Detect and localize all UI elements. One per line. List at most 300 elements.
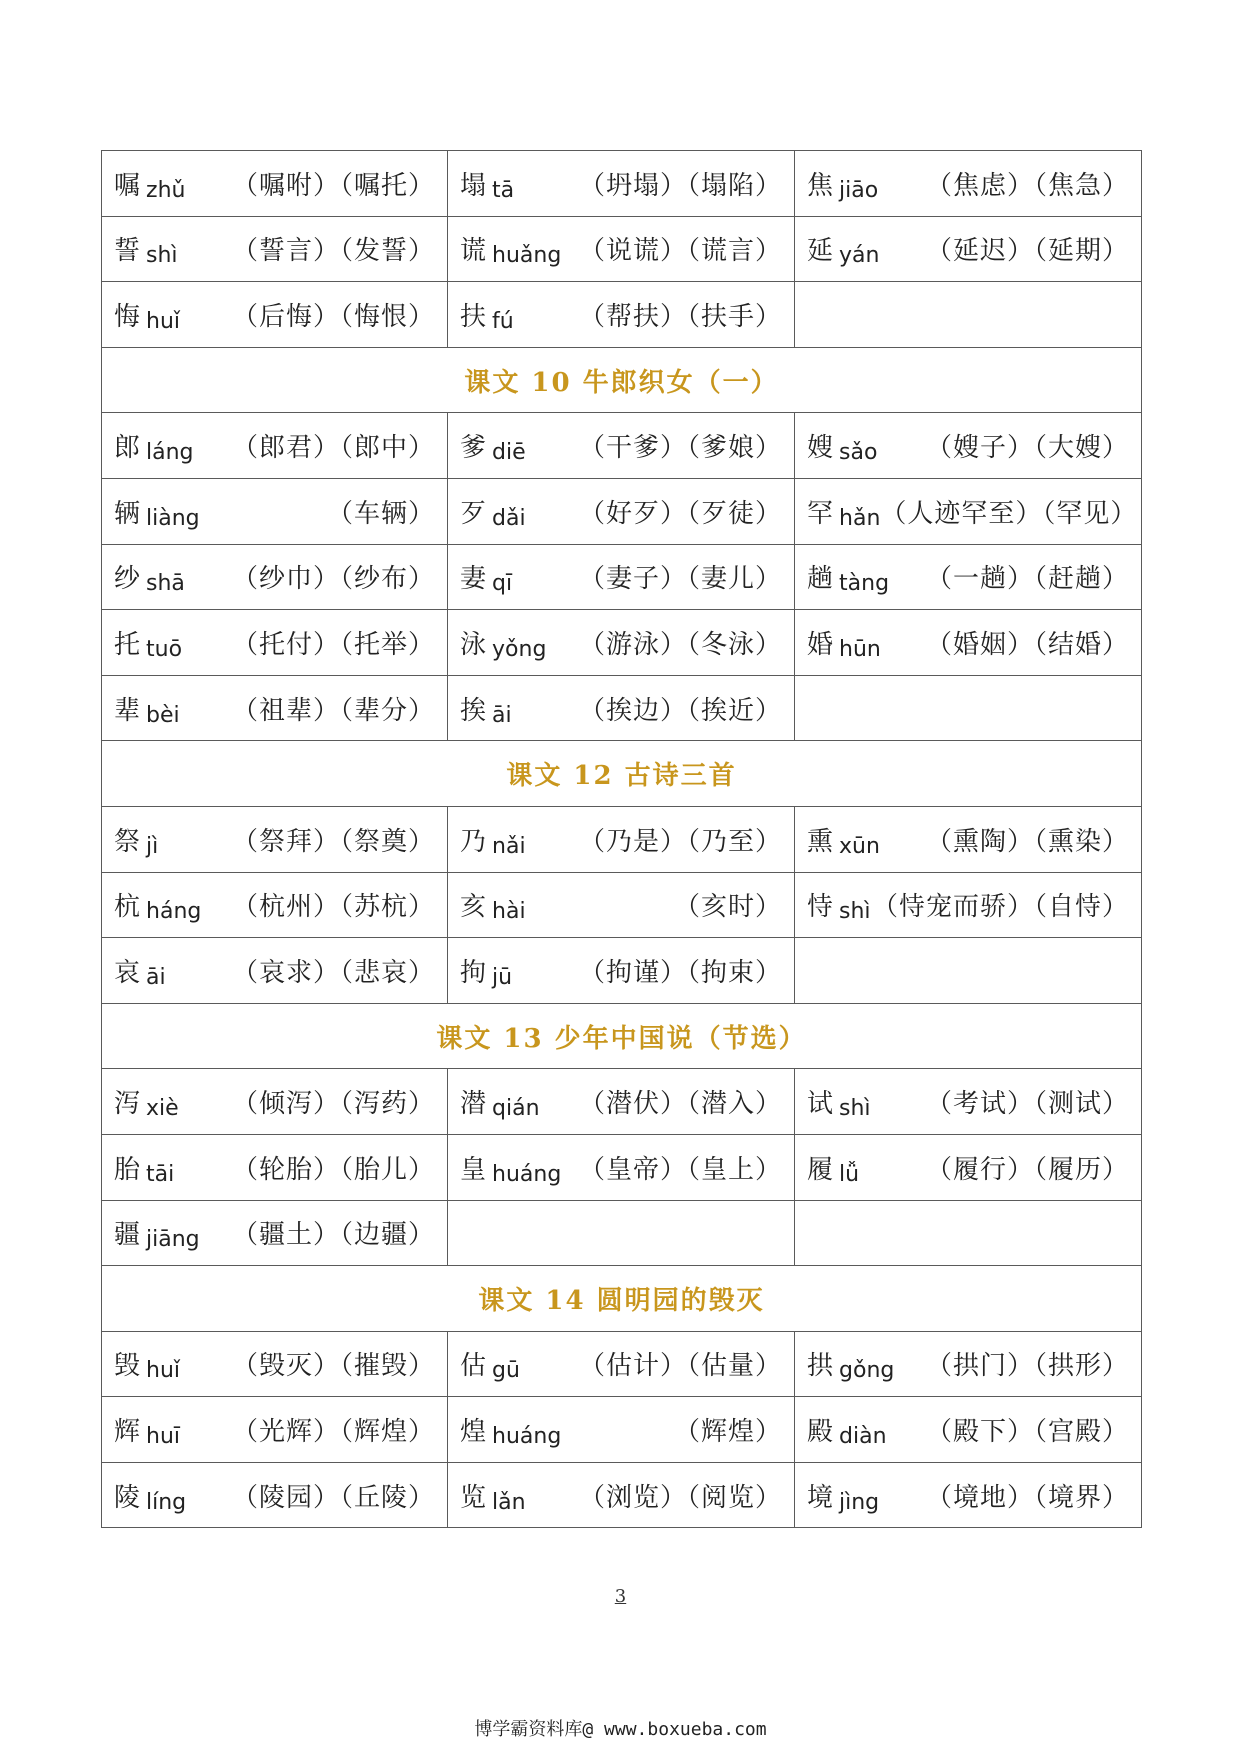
vocab-cell [795, 1397, 1142, 1463]
character: 挨 [460, 695, 487, 726]
character-with-pinyin [114, 1214, 200, 1251]
character: 览 [460, 1482, 487, 1513]
character-with-pinyin [460, 886, 526, 923]
example-words: （光辉）（辉煌） [231, 1417, 435, 1448]
example-words: （潜伏）（潜入） [578, 1089, 782, 1120]
pinyin: xūn [839, 833, 880, 859]
character: 拱 [807, 1351, 834, 1382]
vocab-cell [102, 1331, 448, 1397]
vocab-entry [114, 1411, 435, 1448]
pinyin: tā [492, 177, 515, 203]
character-with-pinyin [114, 558, 185, 595]
vocab-cell [102, 413, 448, 479]
pinyin: qián [492, 1096, 540, 1122]
pinyin: shì [146, 243, 178, 269]
character-with-pinyin [460, 558, 512, 595]
example-words: （说谎）（谎言） [578, 236, 782, 267]
example-words: （杭州）（苏杭） [231, 892, 435, 923]
example-words: （一趟）（赶趟） [925, 564, 1129, 595]
character: 辆 [114, 498, 141, 529]
vocab-entry [460, 493, 782, 530]
vocab-entry [460, 1083, 782, 1120]
example-words: （估计）（估量） [578, 1351, 782, 1382]
character-with-pinyin [807, 1149, 859, 1186]
table-row [102, 478, 1142, 544]
character: 试 [807, 1089, 834, 1120]
character: 悔 [114, 301, 141, 332]
vocab-cell [448, 938, 795, 1004]
empty-cell [795, 938, 1142, 1004]
vocab-entry [460, 821, 782, 858]
example-words: （祖辈）（辈分） [231, 695, 435, 726]
vocab-cell [102, 478, 448, 544]
vocab-entry [807, 1477, 1129, 1514]
pinyin: āi [146, 964, 166, 990]
table-row [102, 1331, 1142, 1397]
lesson-heading: 课文 13 少年中国说（节选） [102, 1003, 1142, 1069]
character: 毁 [114, 1351, 141, 1382]
vocab-cell [102, 806, 448, 872]
vocab-cell [448, 1397, 795, 1463]
vocab-entry [114, 821, 435, 858]
character: 陵 [114, 1482, 141, 1513]
character-with-pinyin [114, 1083, 179, 1120]
pinyin: bèi [146, 702, 180, 728]
character-with-pinyin [807, 624, 881, 661]
vocab-cell [795, 1331, 1142, 1397]
pinyin: líng [146, 1489, 187, 1515]
vocab-entry [807, 230, 1129, 267]
vocab-entry [807, 1083, 1129, 1120]
vocab-cell [102, 151, 448, 217]
character: 熏 [807, 826, 834, 857]
pinyin: liàng [146, 505, 200, 531]
pinyin: sǎo [839, 440, 878, 466]
example-words: （婚姻）（结婚） [925, 629, 1129, 660]
vocab-cell [448, 1134, 795, 1200]
character-with-pinyin [114, 1345, 180, 1382]
character-with-pinyin [460, 952, 512, 989]
character-with-pinyin [460, 1411, 561, 1448]
character-with-pinyin [460, 1149, 561, 1186]
character: 嘱 [114, 170, 141, 201]
table-row [102, 675, 1142, 741]
example-words: （殿下）（宫殿） [925, 1417, 1129, 1448]
example-words: （誓言）（发誓） [231, 236, 435, 267]
vocab-cell [795, 806, 1142, 872]
pinyin: hài [492, 899, 526, 925]
vocab-cell [795, 872, 1142, 938]
vocab-cell [448, 413, 795, 479]
empty-cell [795, 675, 1142, 741]
vocab-entry [807, 558, 1129, 595]
table-row [102, 610, 1142, 676]
vocab-cell [795, 610, 1142, 676]
character: 潜 [460, 1089, 487, 1120]
vocab-cell [795, 413, 1142, 479]
vocab-cell [448, 544, 795, 610]
vocab-cell [102, 1462, 448, 1528]
vocab-cell [102, 610, 448, 676]
vocab-cell [795, 1462, 1142, 1528]
pinyin: tàng [839, 571, 890, 597]
lesson-heading: 课文 14 圆明园的毁灭 [102, 1266, 1142, 1332]
pinyin: lǚ [839, 1161, 860, 1187]
example-words: （拱门）（拱形） [925, 1351, 1129, 1382]
example-words: （帮扶）（扶手） [578, 301, 782, 332]
vocab-cell [795, 478, 1142, 544]
vocab-cell [448, 806, 795, 872]
table-row [102, 1200, 1142, 1266]
vocab-entry [114, 1083, 435, 1120]
vocab-entry [460, 230, 782, 267]
character-with-pinyin [114, 886, 201, 923]
example-words: （熏陶）（熏染） [925, 826, 1129, 857]
pinyin: yǒng [492, 636, 547, 662]
vocab-entry [807, 886, 1129, 923]
pinyin: huī [146, 1424, 181, 1450]
character: 纱 [114, 564, 141, 595]
pinyin: xiè [146, 1096, 179, 1122]
vocab-cell [102, 216, 448, 282]
pinyin: āi [492, 702, 512, 728]
table-row [102, 413, 1142, 479]
vocab-cell [795, 544, 1142, 610]
character-with-pinyin [460, 1083, 540, 1120]
example-words: （辉煌） [673, 1417, 782, 1448]
character-with-pinyin [460, 427, 526, 464]
character-with-pinyin [114, 821, 158, 858]
vocab-cell [448, 478, 795, 544]
pinyin: jiāng [146, 1227, 200, 1253]
example-words: （祭拜）（祭奠） [231, 826, 435, 857]
vocab-entry [114, 493, 435, 530]
example-words: （履行）（履历） [925, 1154, 1129, 1185]
character: 爹 [460, 433, 487, 464]
vocab-entry [460, 1411, 782, 1448]
example-words: （境地）（境界） [925, 1482, 1129, 1513]
character-with-pinyin [807, 165, 878, 202]
character-with-pinyin [807, 821, 880, 858]
character: 焦 [807, 170, 834, 201]
example-words: （恃宠而骄）（自恃） [871, 892, 1129, 923]
example-words: （延迟）（延期） [925, 236, 1129, 267]
vocab-cell [448, 282, 795, 348]
table-row [102, 1134, 1142, 1200]
table-row [102, 151, 1142, 217]
example-words: （郎君）（郎中） [231, 433, 435, 464]
character-with-pinyin [460, 1477, 526, 1514]
vocab-entry [807, 493, 1138, 531]
lesson-heading-row [102, 1266, 1142, 1332]
pinyin: shì [839, 1096, 871, 1122]
character-with-pinyin [114, 493, 200, 530]
character: 扶 [460, 301, 487, 332]
pinyin: tāi [146, 1161, 175, 1187]
vocab-entry [460, 1345, 782, 1382]
vocab-entry [114, 624, 435, 661]
character: 妻 [460, 564, 487, 595]
example-words: （亥时） [673, 892, 782, 923]
table-row [102, 806, 1142, 872]
vocab-entry [807, 821, 1129, 858]
vocab-entry [114, 1214, 435, 1251]
example-words: （好歹）（歹徒） [578, 498, 782, 529]
vocab-cell [795, 1069, 1142, 1135]
example-words: （考试）（测试） [925, 1089, 1129, 1120]
character-with-pinyin [114, 952, 166, 989]
pinyin: láng [146, 440, 194, 466]
character-with-pinyin [114, 296, 180, 333]
character: 杭 [114, 892, 141, 923]
character: 乃 [460, 826, 487, 857]
vocab-cell [102, 1397, 448, 1463]
pinyin: nǎi [492, 833, 526, 859]
character: 嫂 [807, 433, 834, 464]
vocab-entry [460, 952, 782, 989]
character-with-pinyin [807, 1477, 879, 1514]
table-row [102, 1462, 1142, 1528]
character-with-pinyin [460, 296, 514, 333]
pinyin: diē [492, 440, 526, 466]
example-words: （托付）（托举） [231, 629, 435, 660]
example-words: （嘱咐）（嘱托） [231, 170, 435, 201]
vocab-entry [807, 1411, 1129, 1448]
vocab-entry [460, 558, 782, 595]
character-with-pinyin [114, 690, 180, 727]
example-words: （焦虑）（焦急） [925, 170, 1129, 201]
example-words: （毁灭）（摧毁） [231, 1351, 435, 1382]
character-with-pinyin [807, 1083, 871, 1120]
character: 谎 [460, 236, 487, 267]
pinyin: huǎng [492, 243, 562, 269]
vocab-entry [460, 886, 782, 923]
character: 婚 [807, 629, 834, 660]
character: 延 [807, 236, 834, 267]
vocab-entry [114, 886, 435, 923]
example-words: （干爹）（爹娘） [578, 433, 782, 464]
pinyin: jìng [839, 1489, 880, 1515]
footer-watermark: 博学霸资料库@ www.boxueba.com [474, 1719, 767, 1740]
example-words: （浏览）（阅览） [578, 1482, 782, 1513]
vocab-cell [102, 1134, 448, 1200]
character-with-pinyin [460, 230, 561, 267]
example-words: （乃是）（乃至） [578, 826, 782, 857]
character-with-pinyin [460, 493, 526, 530]
vocab-cell [102, 872, 448, 938]
table-row [102, 544, 1142, 610]
vocab-entry [807, 427, 1129, 464]
pinyin: gū [492, 1358, 520, 1384]
pinyin: jiāo [839, 177, 879, 203]
character-with-pinyin [114, 1149, 174, 1186]
character-with-pinyin [807, 493, 880, 530]
vocab-entry [807, 1345, 1129, 1382]
table-row [102, 1397, 1142, 1463]
pinyin: huáng [492, 1161, 562, 1187]
pinyin: jū [492, 964, 513, 990]
character: 殿 [807, 1417, 834, 1448]
example-words: （陵园）（丘陵） [231, 1482, 435, 1513]
example-words: （游泳）（冬泳） [578, 629, 782, 660]
pinyin: gǒng [839, 1358, 895, 1384]
vocab-cell [102, 938, 448, 1004]
character: 辈 [114, 695, 141, 726]
character-with-pinyin [114, 427, 194, 464]
character-with-pinyin [114, 1477, 186, 1514]
character-with-pinyin [807, 558, 889, 595]
vocab-entry [114, 296, 435, 333]
character: 哀 [114, 957, 141, 988]
character-with-pinyin [460, 1345, 520, 1382]
pinyin: háng [146, 899, 202, 925]
vocab-entry [114, 1345, 435, 1382]
vocab-cell [448, 675, 795, 741]
pinyin: shā [146, 571, 185, 597]
character: 托 [114, 629, 141, 660]
character: 亥 [460, 892, 487, 923]
pinyin: yán [839, 243, 880, 269]
pinyin: zhǔ [146, 177, 186, 203]
character: 履 [807, 1154, 834, 1185]
character: 境 [807, 1482, 834, 1513]
vocab-entry [460, 427, 782, 464]
lesson-heading-row [102, 741, 1142, 807]
character-with-pinyin [460, 690, 512, 727]
vocab-entry [807, 624, 1129, 661]
table-row [102, 938, 1142, 1004]
pinyin: jì [146, 833, 159, 859]
empty-cell [795, 1200, 1142, 1266]
example-words: （车辆） [326, 498, 435, 529]
character: 歹 [460, 498, 487, 529]
example-words: （轮胎）（胎儿） [231, 1154, 435, 1185]
vocab-entry [460, 1477, 782, 1514]
pinyin: shì [839, 899, 871, 925]
character: 皇 [460, 1154, 487, 1185]
character: 疆 [114, 1220, 141, 1251]
example-words: （嫂子）（大嫂） [925, 433, 1129, 464]
character: 煌 [460, 1417, 487, 1448]
vocab-cell [448, 216, 795, 282]
pinyin: hǎn [839, 505, 881, 531]
lesson-heading-row [102, 1003, 1142, 1069]
example-words: （妻子）（妻儿） [578, 564, 782, 595]
character-with-pinyin [114, 1411, 180, 1448]
character-with-pinyin [807, 427, 877, 464]
example-words: （倾泻）（泻药） [231, 1089, 435, 1120]
vocab-cell [448, 151, 795, 217]
vocab-cell [448, 1331, 795, 1397]
pinyin: huǐ [146, 1358, 181, 1384]
pinyin: huáng [492, 1424, 562, 1450]
example-words: （拘谨）（拘束） [578, 957, 782, 988]
vocab-cell [448, 872, 795, 938]
pinyin: tuō [146, 636, 183, 662]
table-row [102, 282, 1142, 348]
vocab-cell [448, 1069, 795, 1135]
pinyin: dǎi [492, 505, 526, 531]
vocab-cell [448, 1462, 795, 1528]
character-with-pinyin [807, 886, 871, 923]
pinyin: lǎn [492, 1489, 526, 1515]
character: 泻 [114, 1089, 141, 1120]
vocabulary-table [101, 150, 1142, 1528]
example-words: （纱巾）（纱布） [231, 564, 435, 595]
vocab-cell [102, 1200, 448, 1266]
empty-cell [448, 1200, 795, 1266]
vocab-entry [460, 296, 782, 333]
vocab-cell [795, 216, 1142, 282]
pinyin: fú [492, 308, 514, 334]
vocab-cell [448, 610, 795, 676]
vocab-entry [460, 624, 782, 661]
vocab-entry [114, 1149, 435, 1186]
vocab-entry [114, 1477, 435, 1514]
page-number: 3 [614, 1586, 627, 1607]
vocabulary-table-body [102, 151, 1142, 1528]
character: 祭 [114, 826, 141, 857]
table-row [102, 1069, 1142, 1135]
vocab-cell [795, 1134, 1142, 1200]
example-words: （坍塌）（塌陷） [578, 170, 782, 201]
vocab-entry [114, 165, 435, 202]
vocab-cell [102, 544, 448, 610]
lesson-heading-row [102, 347, 1142, 413]
character: 罕 [807, 498, 834, 529]
character: 拘 [460, 957, 487, 988]
vocab-entry [114, 690, 435, 727]
character-with-pinyin [460, 821, 526, 858]
example-words: （人迹罕至）（罕见） [880, 498, 1138, 529]
character-with-pinyin [807, 230, 879, 267]
character: 塌 [460, 170, 487, 201]
character-with-pinyin [114, 230, 178, 267]
character: 胎 [114, 1154, 141, 1185]
character-with-pinyin [460, 624, 546, 661]
character-with-pinyin [807, 1345, 894, 1382]
character: 誓 [114, 236, 141, 267]
character: 郎 [114, 433, 141, 464]
vocab-entry [114, 230, 435, 267]
example-words: （哀求）（悲哀） [231, 957, 435, 988]
pinyin: huǐ [146, 308, 181, 334]
example-words: （疆土）（边疆） [231, 1220, 435, 1251]
table-row [102, 872, 1142, 938]
lesson-heading: 课文 12 古诗三首 [102, 741, 1142, 807]
character-with-pinyin [807, 1411, 887, 1448]
vocab-entry [460, 690, 782, 727]
lesson-heading: 课文 10 牛郎织女（一） [102, 347, 1142, 413]
empty-cell [795, 282, 1142, 348]
vocab-entry [460, 1149, 782, 1186]
pinyin: diàn [839, 1424, 887, 1450]
character: 恃 [807, 892, 834, 923]
vocab-cell [102, 675, 448, 741]
vocab-cell [102, 282, 448, 348]
vocab-cell [102, 1069, 448, 1135]
character-with-pinyin [114, 624, 182, 661]
character-with-pinyin [114, 165, 185, 202]
character: 辉 [114, 1417, 141, 1448]
character: 估 [460, 1351, 487, 1382]
pinyin: hūn [839, 636, 881, 662]
vocab-entry [460, 165, 782, 202]
vocab-entry [807, 1149, 1129, 1186]
example-words: （皇帝）（皇上） [578, 1154, 782, 1185]
example-words: （挨边）（挨近） [578, 695, 782, 726]
vocab-cell [795, 151, 1142, 217]
